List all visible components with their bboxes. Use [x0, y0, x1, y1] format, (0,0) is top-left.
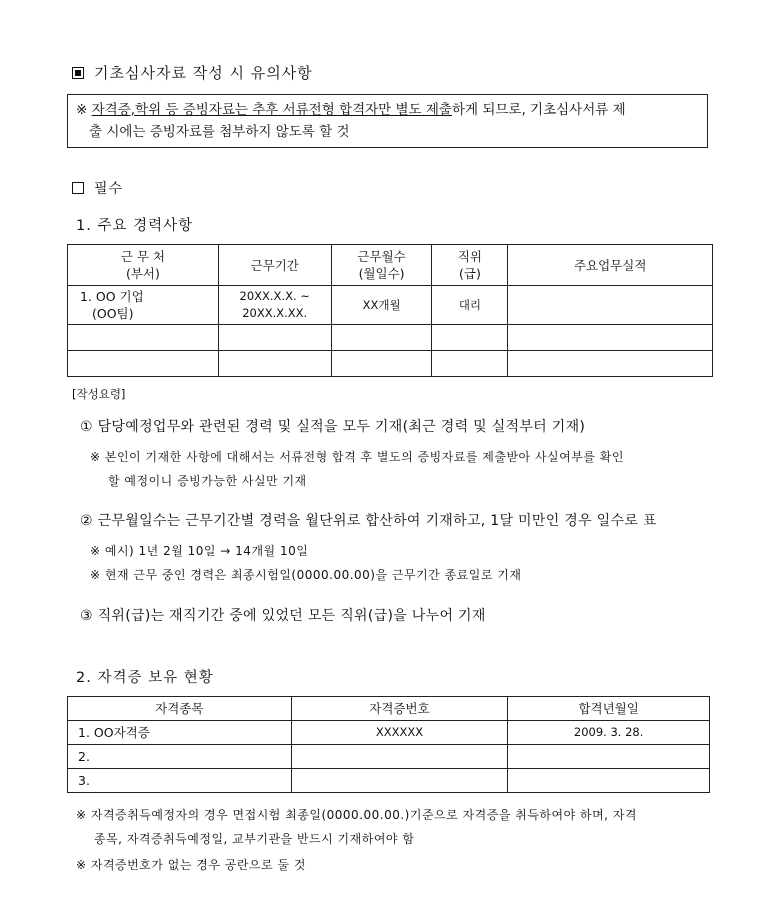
cell-position: 대리 [432, 286, 508, 325]
header-cert-type: 자격종목 [68, 697, 292, 721]
table-row [68, 325, 713, 351]
cell-workplace [68, 286, 219, 325]
cell-period [218, 325, 331, 351]
required-heading [72, 178, 123, 198]
cell-cert-type: 1. OO자격증 [68, 721, 292, 745]
cell-period-line2: 20XX.X.XX. [242, 306, 308, 320]
cell-cert-type: 3. [68, 769, 292, 793]
cell-achievements [508, 325, 713, 351]
table-row [68, 286, 713, 325]
cell-workplace [68, 325, 219, 351]
notice-underlined-text: 자격증,학위 등 증빙자료는 추후 서류전형 합격자만 별도 제출 [91, 102, 452, 118]
cell-cert-date [508, 745, 710, 769]
guide-item-2-note2: ※ 현재 근무 중인 경력은 최종시험일(0000.00.00)을 근무기간 종료일로 기재 [90, 568, 522, 582]
cell-period [218, 286, 331, 325]
header-months [331, 245, 432, 286]
cert-note-1-line2: 종목, 자격증취득예정일, 교부기관을 반드시 기재하여야 함 [94, 832, 415, 846]
cell-cert-number [291, 745, 508, 769]
reference-mark: ※ [76, 102, 88, 118]
cell-cert-number [291, 769, 508, 793]
header-position-line1: 직위 [457, 249, 482, 264]
cert-note-2: ※ 자격증번호가 없는 경우 공란으로 둘 것 [76, 858, 306, 872]
guide-item-1-note-line2: 할 예정이니 증빙가능한 사실만 기재 [108, 474, 307, 488]
guide-item-3: ③ 직위(급)는 재직기간 중에 있었던 모든 직위(급)을 나누어 기재 [80, 608, 486, 624]
table-row [68, 769, 710, 793]
table-row [68, 351, 713, 377]
header-workplace-line1: 근 무 처 [120, 249, 165, 264]
section2-title: 2. 자격증 보유 현황 [76, 670, 214, 686]
header-position [432, 245, 508, 286]
cell-position [432, 325, 508, 351]
cell-workplace [68, 351, 219, 377]
header-position-line2: (급) [459, 266, 481, 281]
certificate-header-row [68, 697, 710, 721]
cell-cert-type: 2. [68, 745, 292, 769]
cell-period [218, 351, 331, 377]
guide-item-1: ① 담당예정업무와 관련된 경력 및 실적을 모두 기재(최근 경력 및 실적부터 기재) [80, 419, 586, 435]
table-row [68, 745, 710, 769]
required-label: 필수 [94, 181, 124, 197]
cell-workplace-line1: 1. OO 기업 [80, 289, 144, 304]
cell-workplace-line2: (OO팀) [92, 306, 134, 321]
cell-months [331, 325, 432, 351]
header-months-line1: 근무월수 [357, 249, 406, 264]
cell-period-line1: 20XX.X.X. ~ [239, 289, 310, 303]
cell-achievements [508, 351, 713, 377]
cell-months: XX개월 [331, 286, 432, 325]
cell-cert-number: XXXXXX [291, 721, 508, 745]
header-workplace [68, 245, 219, 286]
cell-months [331, 351, 432, 377]
guide-item-2-note1: ※ 예시) 1년 2월 10일 → 14개월 10일 [90, 544, 309, 558]
empty-square-icon [72, 182, 84, 194]
section1-title: 1. 주요 경력사항 [76, 218, 194, 234]
career-header-row [68, 245, 713, 286]
cell-cert-date: 2009. 3. 28. [508, 721, 710, 745]
header-achievements: 주요업무실적 [508, 245, 713, 286]
certificate-table [67, 696, 710, 793]
header-cert-date: 합격년월일 [508, 697, 710, 721]
notice-box [67, 94, 708, 148]
header-period: 근무기간 [218, 245, 331, 286]
cert-note-1-line1: ※ 자격증취득예정자의 경우 면접시험 최종일(0000.00.00.)기준으로 자격증을 취득하여야 하며, 자격 [76, 808, 637, 822]
table-row [68, 721, 710, 745]
guide-item-1-note-line1: ※ 본인이 기재한 사항에 대해서는 서류전형 합격 후 별도의 증빙자료를 제출받아 사실여부를 확인 [90, 450, 624, 464]
filled-square-icon [72, 67, 84, 79]
guide-item-2: ② 근무월일수는 근무기간별 경력을 월단위로 합산하여 기재하고, 1달 미만인 경우 일수로 표 [80, 513, 657, 529]
page-title-text: 기초심사자료 작성 시 유의사항 [94, 64, 313, 82]
header-months-line2: (월일수) [358, 266, 405, 281]
header-workplace-line2: (부서) [125, 266, 160, 281]
header-cert-number: 자격증번호 [291, 697, 508, 721]
notice-line-2: 출 시에는 증빙자료를 첨부하지 않도록 할 것 [89, 124, 350, 140]
guide-heading: [작성요령] [72, 387, 126, 401]
career-table [67, 244, 713, 377]
page-title [72, 62, 313, 83]
notice-line-1 [76, 99, 707, 121]
cell-position [432, 351, 508, 377]
cell-achievements [508, 286, 713, 325]
cell-cert-date [508, 769, 710, 793]
notice-line1-rest: 하게 되므로, 기초심사서류 제 [451, 102, 626, 118]
